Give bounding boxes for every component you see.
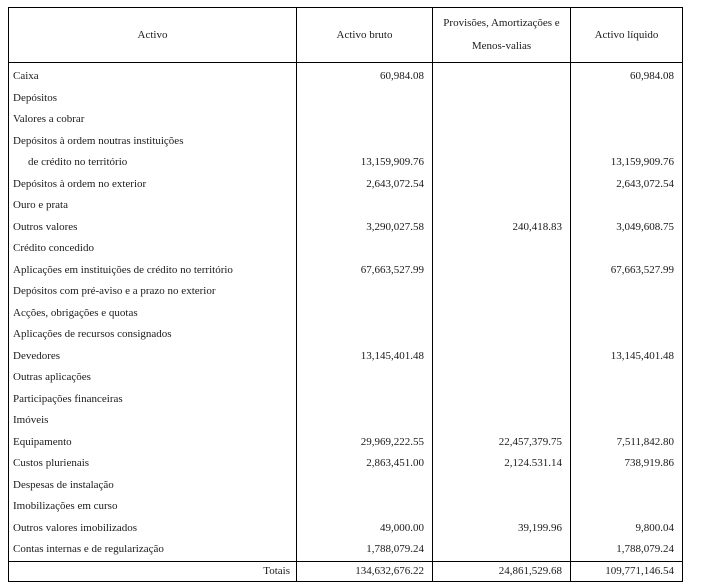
row-provisoes — [433, 131, 571, 153]
row-activo-bruto — [297, 88, 433, 110]
row-provisoes — [433, 475, 571, 497]
row-activo-liquido — [571, 389, 683, 411]
totals-activo-liquido: 109,771,146.54 — [571, 561, 683, 581]
row-label: Crédito concedido — [9, 238, 297, 260]
row-provisoes — [433, 88, 571, 110]
row-activo-bruto: 13,145,401.48 — [297, 346, 433, 368]
table-row — [9, 131, 683, 153]
table-row — [9, 453, 683, 475]
table-row — [9, 217, 683, 239]
row-activo-bruto — [297, 238, 433, 260]
row-label: Imobilizações em curso — [9, 496, 297, 518]
row-activo-liquido: 7,511,842.80 — [571, 432, 683, 454]
row-activo-bruto: 2,643,072.54 — [297, 174, 433, 196]
table-row — [9, 496, 683, 518]
row-activo-liquido: 13,159,909.76 — [571, 152, 683, 174]
row-provisoes — [433, 389, 571, 411]
row-provisoes: 22,457,379.75 — [433, 432, 571, 454]
row-provisoes: 2,124.531.14 — [433, 453, 571, 475]
row-activo-bruto — [297, 410, 433, 432]
row-label: Depósitos à ordem no exterior — [9, 174, 297, 196]
totals-provisoes: 24,861,529.68 — [433, 561, 571, 581]
row-activo-bruto — [297, 303, 433, 325]
table-row — [9, 346, 683, 368]
row-activo-liquido — [571, 496, 683, 518]
table-row — [9, 432, 683, 454]
row-label: Aplicações em instituições de crédito no território — [9, 260, 297, 282]
row-provisoes — [433, 195, 571, 217]
row-activo-liquido: 738,919.86 — [571, 453, 683, 475]
row-activo-bruto: 60,984.08 — [297, 63, 433, 88]
row-provisoes — [433, 324, 571, 346]
row-activo-liquido: 60,984.08 — [571, 63, 683, 88]
header-row — [9, 8, 683, 63]
table-row — [9, 367, 683, 389]
row-activo-liquido — [571, 324, 683, 346]
row-activo-liquido — [571, 238, 683, 260]
table-row — [9, 63, 683, 88]
row-activo-liquido — [571, 303, 683, 325]
table-row — [9, 174, 683, 196]
row-label: Outras aplicações — [9, 367, 297, 389]
balance-sheet-document — [8, 7, 682, 582]
table-row — [9, 539, 683, 561]
row-provisoes — [433, 152, 571, 174]
row-activo-liquido — [571, 88, 683, 110]
table-row — [9, 303, 683, 325]
row-activo-liquido: 9,800.04 — [571, 518, 683, 540]
row-provisoes — [433, 367, 571, 389]
row-activo-liquido — [571, 195, 683, 217]
totals-activo-bruto: 134,632,676.22 — [297, 561, 433, 581]
table-header — [9, 8, 683, 63]
header-activo: Activo — [9, 8, 297, 63]
row-activo-bruto: 29,969,222.55 — [297, 432, 433, 454]
table-row — [9, 324, 683, 346]
row-label: Devedores — [9, 346, 297, 368]
row-activo-bruto — [297, 131, 433, 153]
row-activo-liquido — [571, 475, 683, 497]
totals-row — [9, 561, 683, 581]
row-activo-bruto: 3,290,027.58 — [297, 217, 433, 239]
row-provisoes: 240,418.83 — [433, 217, 571, 239]
table-row — [9, 281, 683, 303]
header-activo-liquido: Activo líquido — [571, 8, 683, 63]
row-provisoes — [433, 303, 571, 325]
row-activo-bruto: 67,663,527.99 — [297, 260, 433, 282]
row-label: Depósitos à ordem noutras instituições — [9, 131, 297, 153]
row-provisoes — [433, 346, 571, 368]
table-row — [9, 88, 683, 110]
row-label: Participações financeiras — [9, 389, 297, 411]
row-activo-bruto — [297, 496, 433, 518]
table-row — [9, 238, 683, 260]
row-label: Acções, obrigações e quotas — [9, 303, 297, 325]
row-label: Equipamento — [9, 432, 297, 454]
row-activo-bruto — [297, 389, 433, 411]
table-row — [9, 152, 683, 174]
row-activo-bruto: 13,159,909.76 — [297, 152, 433, 174]
row-activo-liquido — [571, 131, 683, 153]
table-row — [9, 475, 683, 497]
row-activo-bruto — [297, 281, 433, 303]
row-activo-bruto — [297, 324, 433, 346]
header-provisoes: Provisões, Amortizações e Menos-valias — [433, 8, 571, 63]
row-activo-bruto: 2,863,451.00 — [297, 453, 433, 475]
row-provisoes — [433, 260, 571, 282]
row-provisoes — [433, 174, 571, 196]
row-activo-bruto — [297, 109, 433, 131]
row-label: Despesas de instalação — [9, 475, 297, 497]
row-label: Custos plurienais — [9, 453, 297, 475]
header-activo-bruto: Activo bruto — [297, 8, 433, 63]
row-label: Depósitos — [9, 88, 297, 110]
row-label: Outros valores imobilizados — [9, 518, 297, 540]
row-activo-liquido: 2,643,072.54 — [571, 174, 683, 196]
row-provisoes — [433, 539, 571, 561]
table-footer — [9, 561, 683, 581]
row-label: Contas internas e de regularização — [9, 539, 297, 561]
row-activo-liquido: 67,663,527.99 — [571, 260, 683, 282]
row-activo-liquido: 13,145,401.48 — [571, 346, 683, 368]
row-provisoes: 39,199.96 — [433, 518, 571, 540]
row-provisoes — [433, 281, 571, 303]
row-label: de crédito no território — [9, 152, 297, 174]
table-row — [9, 195, 683, 217]
row-label: Depósitos com pré-aviso e a prazo no exterior — [9, 281, 297, 303]
table-body — [9, 63, 683, 562]
balance-sheet-table — [8, 7, 683, 582]
table-row — [9, 518, 683, 540]
row-provisoes — [433, 496, 571, 518]
row-activo-liquido: 3,049,608.75 — [571, 217, 683, 239]
row-activo-liquido — [571, 367, 683, 389]
table-row — [9, 389, 683, 411]
row-activo-liquido — [571, 281, 683, 303]
row-label: Valores a cobrar — [9, 109, 297, 131]
row-label: Outros valores — [9, 217, 297, 239]
row-provisoes — [433, 410, 571, 432]
row-provisoes — [433, 63, 571, 88]
row-label: Imóveis — [9, 410, 297, 432]
row-activo-liquido — [571, 410, 683, 432]
table-row — [9, 260, 683, 282]
totals-label: Totais — [9, 561, 297, 581]
row-activo-bruto — [297, 475, 433, 497]
table-row — [9, 109, 683, 131]
row-provisoes — [433, 238, 571, 260]
row-label: Caixa — [9, 63, 297, 88]
row-activo-bruto: 1,788,079.24 — [297, 539, 433, 561]
row-activo-liquido — [571, 109, 683, 131]
row-activo-liquido: 1,788,079.24 — [571, 539, 683, 561]
row-activo-bruto — [297, 195, 433, 217]
row-activo-bruto — [297, 367, 433, 389]
table-row — [9, 410, 683, 432]
row-label: Ouro e prata — [9, 195, 297, 217]
row-provisoes — [433, 109, 571, 131]
row-label: Aplicações de recursos consignados — [9, 324, 297, 346]
row-activo-bruto: 49,000.00 — [297, 518, 433, 540]
